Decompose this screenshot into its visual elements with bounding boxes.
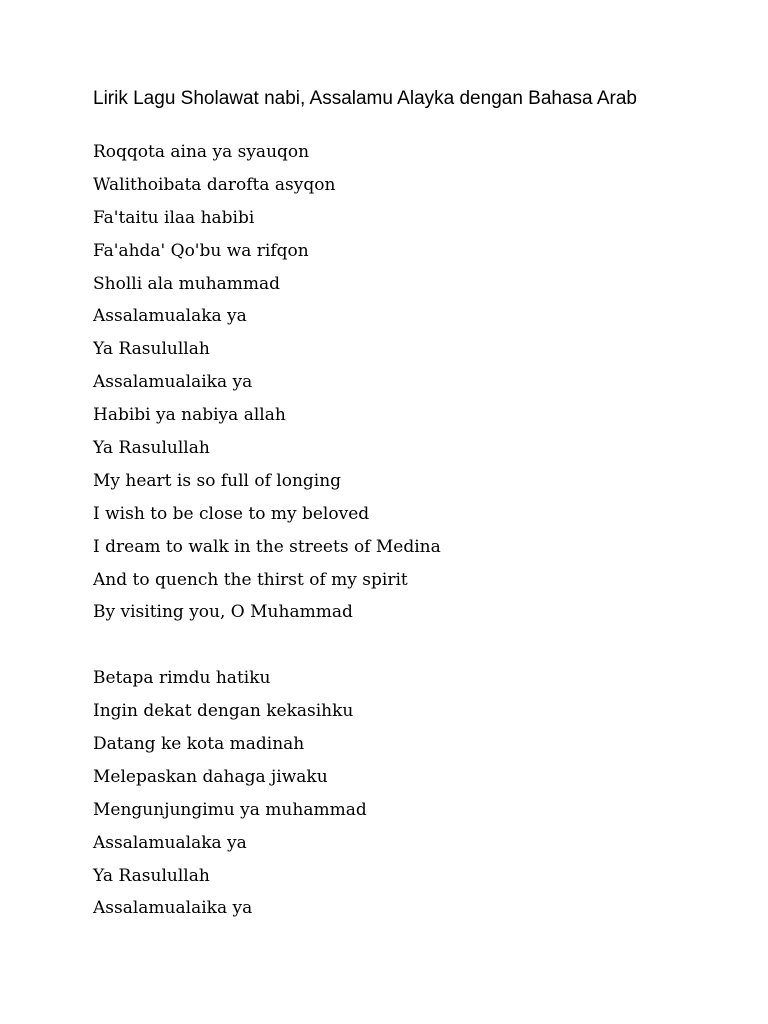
blank-line [93,629,713,662]
lyric-line: Sholli ala muhammad [93,273,281,294]
lyric-line: By visiting you, O Muhammad [93,602,353,623]
lyric-line: Assalamualaka ya [93,306,247,327]
lyric-line: Ya Rasulullah [93,865,210,886]
lyric-line: Ya Rasulullah [93,438,210,459]
lyric-line: Datang ke kota madinah [93,734,305,755]
lyric-line: My heart is so full of longing [93,470,342,491]
lyric-line: Walithoibata darofta asyqon [93,174,336,195]
lyric-line: Roqqota aina ya syauqon [93,142,310,162]
lyric-line: And to quench the thirst of my spirit [93,569,408,590]
lyric-line: Fa'ahda' Qo'bu wa rifqon [93,240,309,261]
document-title: Lirik Lagu Sholawat nabi, Assalamu Alayka dengan Bahasa Arab [93,88,637,109]
lyric-line: Assalamualaka ya [93,832,247,853]
lyric-line: Melepaskan dahaga jiwaku [93,766,328,787]
lyric-line: Ingin dekat dengan kekasihku [93,701,354,722]
lyric-line: Assalamualaika ya [93,372,253,393]
lyric-line: Assalamualaika ya [93,898,253,919]
lyric-line: Betapa rimdu hatiku [93,668,271,689]
lyric-line: I dream to walk in the streets of Medina [93,536,441,557]
lyrics-list [93,136,713,925]
lyric-line: Ya Rasulullah [93,339,210,360]
lyric-line: Fa'taitu ilaa habibi [93,207,255,228]
lyric-line: I wish to be close to my beloved [93,503,370,524]
lyric-line: Mengunjungimu ya muhammad [93,799,367,820]
lyric-line: Habibi ya nabiya allah [93,405,286,426]
